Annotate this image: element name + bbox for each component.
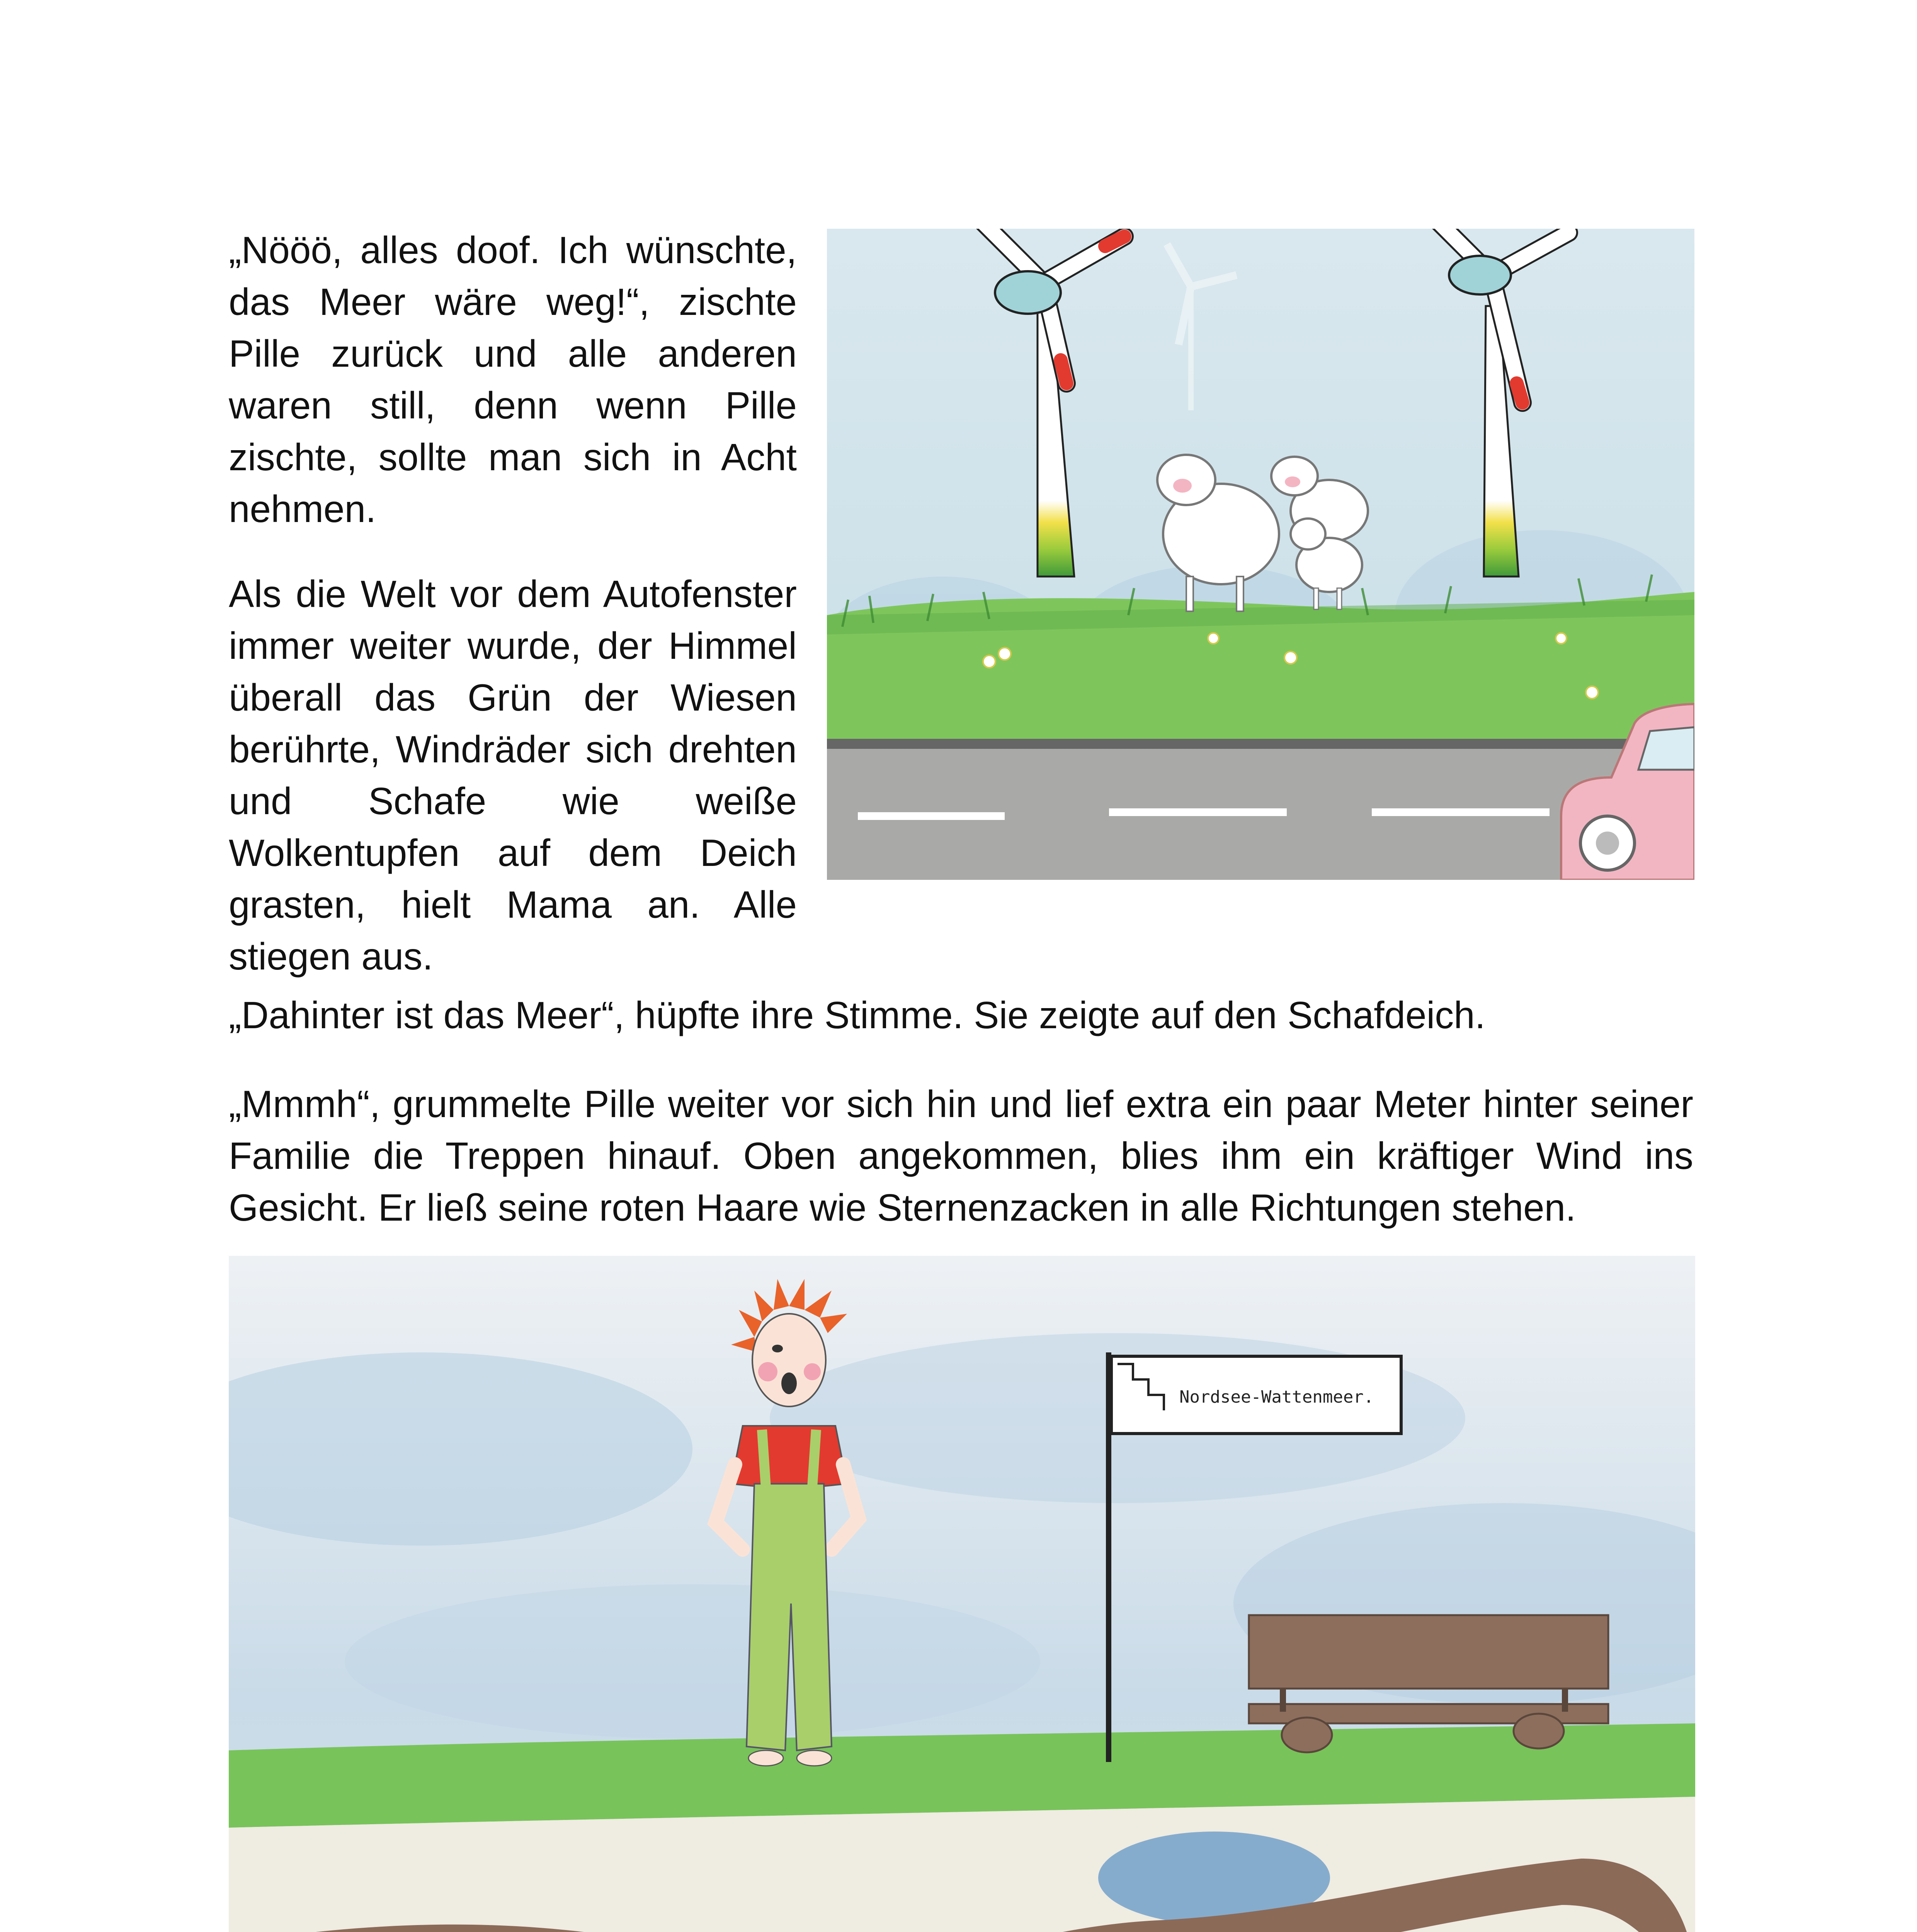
paragraph-mama-points: „Dahinter ist das Meer“, hüpfte ihre Stimme. Sie zeigte auf den Schafdeich. [229, 994, 1485, 1036]
paragraph-pille-complains: „Nööö, alles doof. Ich wünschte, das Meer wäre weg!“, zischte Pille zurück und alle anderen waren still, denn wenn Pille zischte, sollte man sich in Acht nehmen. [229, 229, 797, 530]
illustration-dike-sheep-windmills [827, 229, 1694, 880]
illustration-pille-on-dike [229, 1256, 1695, 1932]
paragraph-arrival: Als die Welt vor dem Autofenster immer weiter wurde, der Himmel überall das Grün der Wiesen berührte, Windräder sich drehten und Schafe wie weiße Wolkentupfen auf dem Deich grasten, hielt Mama an. Alle stiegen aus. [229, 573, 797, 978]
paragraph-climbing-stairs: „Mmmh“, grummelte Pille weiter vor sich hin und lief extra ein paar Meter hinter seiner Familie die Treppen hinauf. Oben angekommen, blies ihm ein kräftiger Wind ins Gesicht. Er ließ seine roten Haare wie Sternenzacken in alle Richtungen stehen. [229, 1083, 1693, 1229]
sign-label: Nordsee-Wattenmeer. [1179, 1387, 1374, 1407]
